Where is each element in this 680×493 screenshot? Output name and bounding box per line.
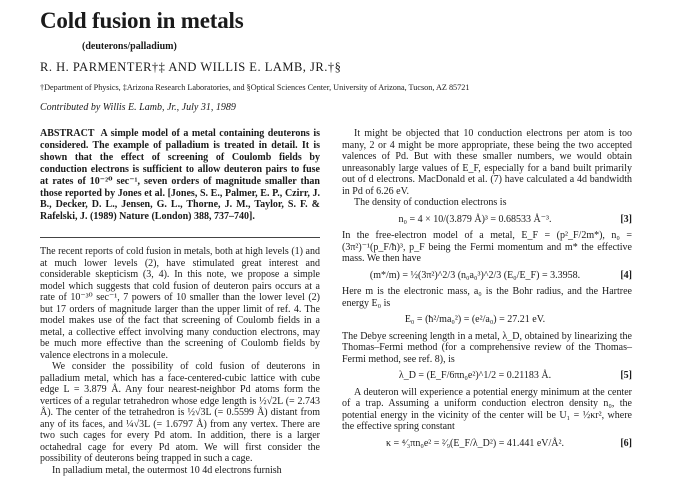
body-paragraph: The recent reports of cold fusion in metals, both at high levels (1) and at much lower levels (2), have stimulated great interest and considerable skepticism (3, 4). In this note, we propose a simple model which suggests that cold fusion of deuteron pairs occurs at a rate of 10⁻³⁰ sec⁻¹, 7 powers of 10 smaller than the lower level (2) but 17 orders of magnitude larger than the upper limit of ref. 4. The model makes use of the fact that screening of Coulomb fields in a metal, a collective effect involving many conduction electrons, may be much more effective than the screening of Coulomb fields by valence electrons in a molecule. (40, 246, 320, 361)
equation-text: n₀ = 4 × 10/(3.879 Å)³ = 0.68533 Å⁻³. (398, 213, 552, 225)
abstract (40, 128, 320, 223)
right-column-body (342, 128, 632, 454)
body-paragraph: In the free-electron model of a metal, E_F = (p²_F/2m*), n₀ = (3π²)⁻¹(p_F/ħ)³, p_F being the Fermi momentum and m* the effective mass. We then have (342, 230, 632, 264)
equation-number: [6] (620, 437, 632, 449)
affiliation-line: †Department of Physics, ‡Arizona Research Laboratories, and §Optical Sciences Center, University of Arizona, Tucson, AZ 85721 (40, 83, 470, 92)
equation-text: κ = ⁴⁄₃πn₀e² = ²⁄₉(E_F/λ_D²) = 41.441 eV/Å². (385, 437, 565, 449)
body-paragraph: In palladium metal, the outermost 10 4d electrons furnish (52, 464, 282, 476)
body-paragraph: The Debye screening length in a metal, λ_D, obtained by linearizing the Thomas–Fermi method (for a comprehensive review of the Thomas–Fermi method, see ref. 8), is (342, 330, 632, 365)
equation-number: [4] (620, 269, 632, 281)
abstract-divider (40, 237, 320, 238)
author-line: R. H. PARMENTER†‡ AND WILLIS E. LAMB, JR.†§ (40, 60, 342, 74)
equation-3 (342, 214, 632, 226)
equation-text: E₀ = (ħ²/ma₀²) = (e²/a₀) = 27.21 eV. (404, 314, 546, 325)
equation-e0 (342, 314, 632, 326)
body-paragraph: The density of conduction electrons is (354, 197, 507, 208)
body-paragraph: Here m is the electronic mass, a₀ is the Bohr radius, and the Hartree energy E₀ is (342, 286, 632, 309)
equation-6 (342, 438, 632, 450)
equation-text: λ_D = (E_F/6πn₀e²)^1/2 = 0.21183 Å. (398, 370, 552, 381)
paper-subtitle: (deuterons/palladium) (82, 41, 177, 52)
paper-title: Cold fusion in metals (40, 8, 244, 33)
abstract-text: A simple model of a metal containing deuterons is considered. The example of palladium is treated in detail. It is shown that the effect of screening of Coulomb fields by conduction electrons is sufficient to allow deuteron pairs to fuse at rates of 10⁻²⁰ sec⁻¹, seven orders of magnitude smaller than those reported by Jones et al. [Jones, S. E., Palmer, E. P., Czirr, J. B., Decker, D. L., Jensen, G. L., Thorne, J. M., Taylor, S. F. & Rafelski, J. (1989) Nature (London) 388, 737–740]. (40, 128, 320, 223)
body-paragraph: We consider the possibility of cold fusion of deuterons in palladium metal, which has a face-centered-cubic lattice with cube edge L = 3.879 Å. Any four nearest-neighbor Pd atoms form the vertices of a regular tetrahedron whose edge length is ½√2L (= 2.743 Å). The center of the tetrahedron is ½√3L (= 0.5599 Å) distant from any of its faces, and ¼√3L (= 1.6797 Å) from any vertex. There are two such cages for every Pd atom. In addition, there is a larger octahedral cage for every Pd atom. We will first consider the possibility of deuterons being trapped in such a cage. (40, 361, 320, 464)
body-paragraph: It might be objected that 10 conduction electrons per atom is too many, 2 or 4 might be more appropriate, these being the two accepted valences of Pd. But with these smaller numbers, we would obtain unreasonably large values of E_F, especially for a band built primarily out of d electrons. MacDonald et al. (7) have calculated a 4d bandwidth in Pd of 6.26 eV. (342, 128, 632, 197)
equation-4 (342, 270, 632, 282)
left-column-body (40, 246, 320, 476)
body-paragraph: A deuteron will experience a potential energy minimum at the center of a trap. Assuming a uniform conduction electron density n₀, the potential energy in the vicinity of the center will be U₁ = ½κr², where the effective spring constant (342, 386, 632, 432)
equation-number: [5] (620, 370, 632, 381)
contributed-line: Contributed by Willis E. Lamb, Jr., July 31, 1989 (40, 102, 236, 113)
abstract-label: ABSTRACT (40, 128, 95, 139)
equation-text: (m*/m) = ½(3π²)^2/3 (n₀a₀³)^2/3 (E₀/E_F) = 3.3958. (369, 269, 581, 281)
equation-5 (342, 370, 632, 382)
equation-number: [3] (620, 213, 632, 225)
